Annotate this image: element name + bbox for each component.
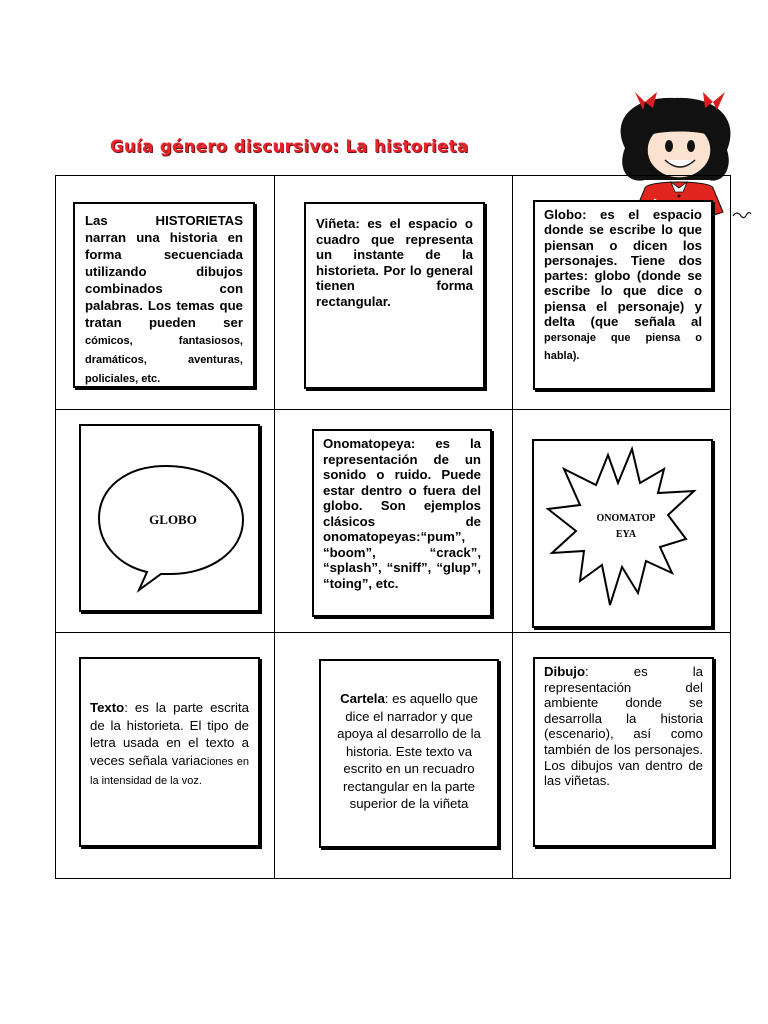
- onomatopeya-label: Onomatopeya:: [323, 436, 416, 451]
- texto-text: : es la parte escrita de la historieta. El tipo de letra usada en el texto a veces señala variac: [90, 700, 249, 768]
- cartela-text: : es aquello que dice el narrador y que apoya al desarrollo de la historia. Este texto va escrito en un recuadro rectangular en la parte superior de la viñeta: [337, 691, 481, 811]
- vineta-text: : es el espacio o cuadro que representa un instante de la historieta. Por lo general tienen forma rectangular.: [316, 216, 473, 309]
- dibujo-definition: [533, 657, 714, 847]
- texto-text-end: iones en la intensidad de la voz.: [90, 755, 249, 787]
- speech-balloon-drawing: [81, 426, 258, 610]
- onomatopeya-text: es la representación de un sonido o ruido. Puede estar dentro o fuera del globo. Son ejemplos clásicos de onomatopeyas:“pum”, “boom”, “crack”, “splash”, “sniff”, “glup”, “toing”, etc.: [323, 436, 481, 591]
- historietas-themes: cómicos, fantasiosos, dramáticos, aventuras, policiales, etc.: [85, 335, 243, 385]
- dibujo-text: : es la representación del ambiente donde se desarrolla la historia (escenario), así como también de los personajes. Los dibujos van dentro de las viñetas.: [544, 664, 703, 789]
- globo-example-panel: [79, 424, 260, 612]
- dibujo-label: Dibujo: [544, 664, 586, 679]
- cartela-definition: [319, 659, 499, 848]
- historietas-definition: [73, 202, 255, 388]
- globo-drawing-label: GLOBO: [149, 512, 197, 527]
- onomatopeya-example-panel: [532, 439, 713, 628]
- vineta-label: Viñeta: [316, 216, 356, 231]
- texto-definition: [79, 657, 260, 847]
- onomatopeya-drawing-line1: ONOMATOP: [596, 513, 656, 524]
- page-title: Guía género discursivo: La historieta: [110, 137, 469, 156]
- onomatopeya-drawing-line2: EYA: [615, 529, 637, 540]
- onomatopeya-definition: [312, 429, 492, 617]
- globo-text-end: personaje que piensa o habla).: [544, 332, 702, 362]
- historietas-label: Las HISTORIETAS: [85, 213, 243, 228]
- globo-text: : es el espacio donde se escribe lo que piensan o dicen los personajes. Tiene dos partes: globo (donde se escribe lo que dice o piensa el personaje) y delta (que señala al: [544, 207, 702, 330]
- historietas-text: narran una historia en forma secuenciada utilizando dibujos combinados con palabras. Los temas que tratan pueden ser: [85, 230, 243, 330]
- globo-label: Globo: [544, 207, 583, 222]
- burst-drawing: [534, 441, 711, 626]
- vineta-definition: [304, 202, 485, 389]
- cartela-label: Cartela: [340, 691, 385, 706]
- texto-label: Texto: [90, 700, 125, 715]
- globo-definition: [533, 200, 713, 390]
